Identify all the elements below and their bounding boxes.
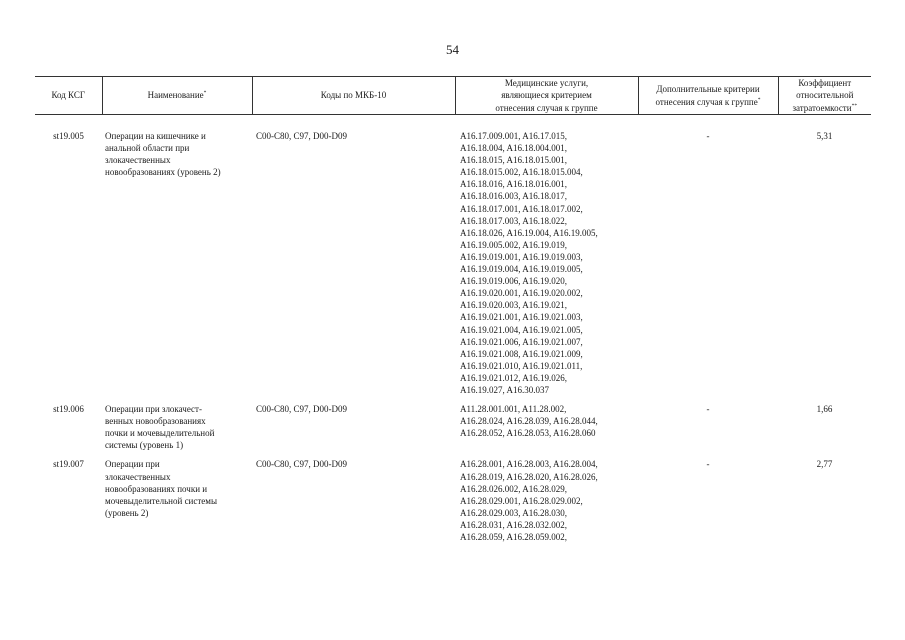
service-line: A16.17.009.001, A16.17.015, [460,131,568,141]
name-line: почки и мочевыделительной [105,428,215,439]
service-line: A16.19.005.002, A16.19.019, [460,239,568,250]
service-line: A16.18.017.001, A16.18.017.002, [460,203,583,214]
extra-criteria-cell: - [706,131,710,141]
ksg-table [35,76,871,550]
service-line: A16.19.019.001, A16.19.019.003, [460,251,583,262]
header-name: Наименование* [102,77,252,115]
service-line: A16.19.021.010, A16.19.021.011, [460,360,583,371]
name-line: венных новообразованиях [105,416,206,427]
table-header-row [35,77,871,115]
service-line: A16.19.019.004, A16.19.019.005, [460,264,583,275]
name-line: новообразованиях (уровень 2) [105,167,221,178]
service-line: A16.18.016.003, A16.18.017, [460,191,568,202]
coefficient-cell: 2,77 [816,459,833,470]
header-coefficient: Коэффициент относительной затратоемкости** [778,77,871,115]
service-line: A11.28.001.001, A11.28.002, [460,404,567,415]
name-line: (уровень 2) [105,507,149,518]
footnote-mark: * [757,96,761,103]
medical-services-cell [455,130,638,403]
service-line: A16.28.029.003, A16.28.030, [460,507,568,518]
service-line: A16.18.015, A16.18.015.001, [460,155,568,166]
service-line: A16.28.001, A16.28.003, A16.28.004, [460,459,598,470]
extra-criteria-cell: - [706,459,710,470]
service-line: A16.18.026, A16.19.004, A16.19.005, [460,227,598,238]
header-services: Медицинские услуги, являющиеся критерием отнесения случая к группе [455,77,638,115]
service-line: A16.19.020.003, A16.19.021, [460,300,568,311]
service-line: A16.28.029.001, A16.28.029.002, [460,495,583,506]
service-line: A16.18.016, A16.18.016.001, [460,179,568,190]
name-line: Операции при злокачест- [105,404,202,415]
service-line: A16.19.021.001, A16.19.021.003, [460,312,583,323]
service-line: A16.28.052, A16.28.053, A16.28.060 [460,428,596,439]
mkb-codes-cell: C00-C80, C97, D00-D09 [256,131,348,141]
name-line: Операции при [105,459,160,470]
service-line: A16.28.024, A16.28.039, A16.28.044, [460,416,598,427]
header-code: Код КСГ [35,77,102,115]
name-line: новообразованиях почки и [105,483,208,494]
name-line: злокачественных [105,471,171,482]
medical-services-cell [455,403,638,458]
coefficient-cell: 1,66 [816,404,833,415]
service-line: A16.19.027, A16.30.037 [460,384,550,395]
ksg-name-cell [102,458,252,550]
service-line: A16.18.015.002, A16.18.015.004, [460,167,583,178]
name-line: системы (уровень 1) [105,440,184,451]
service-line: A16.19.021.004, A16.19.021.005, [460,324,583,335]
footnote-mark: * [203,90,207,97]
service-line: A16.28.031, A16.28.032.002, [460,519,568,530]
service-line: A16.19.020.001, A16.19.020.002, [460,288,583,299]
service-line: A16.18.017.003, A16.18.022, [460,215,568,226]
extra-criteria-cell: - [706,404,710,415]
service-line: A16.28.059, A16.28.059.002, [460,532,568,542]
medical-services-cell [455,458,638,550]
header-mkb: Коды по МКБ-10 [252,77,455,115]
ksg-name-cell [102,403,252,458]
service-line: A16.19.021.008, A16.19.021.009, [460,348,583,359]
name-line: Операции на кишечнике и [105,131,206,141]
service-line: A16.18.004, A16.18.004.001, [460,143,568,154]
table-row [35,458,871,550]
service-line: A16.28.026.002, A16.28.029, [460,483,568,494]
name-line: мочевыделительной системы [105,495,218,506]
service-line: A16.28.019, A16.28.020, A16.28.026, [460,471,598,482]
mkb-codes-cell: C00-C80, C97, D00-D09 [256,459,348,470]
service-line: A16.19.021.006, A16.19.021.007, [460,336,583,347]
service-line: A16.19.019.006, A16.19.020, [460,276,568,287]
ksg-code-cell: st19.006 [53,404,84,415]
footnote-mark: ** [851,102,858,109]
page-number: 54 [446,42,459,57]
mkb-codes-cell: C00-C80, C97, D00-D09 [256,404,348,415]
ksg-name-cell [102,130,252,403]
table-row [35,130,871,403]
coefficient-cell: 5,31 [816,131,833,141]
service-line: A16.19.021.012, A16.19.026, [460,372,568,383]
table-row [35,403,871,458]
name-line: анальной области при [105,143,190,154]
ksg-code-cell: st19.005 [53,131,84,141]
name-line: злокачественных [105,155,171,166]
header-extra-criteria: Дополнительные критерии отнесения случая к группе* [638,77,778,115]
ksg-code-cell: st19.007 [53,459,84,470]
